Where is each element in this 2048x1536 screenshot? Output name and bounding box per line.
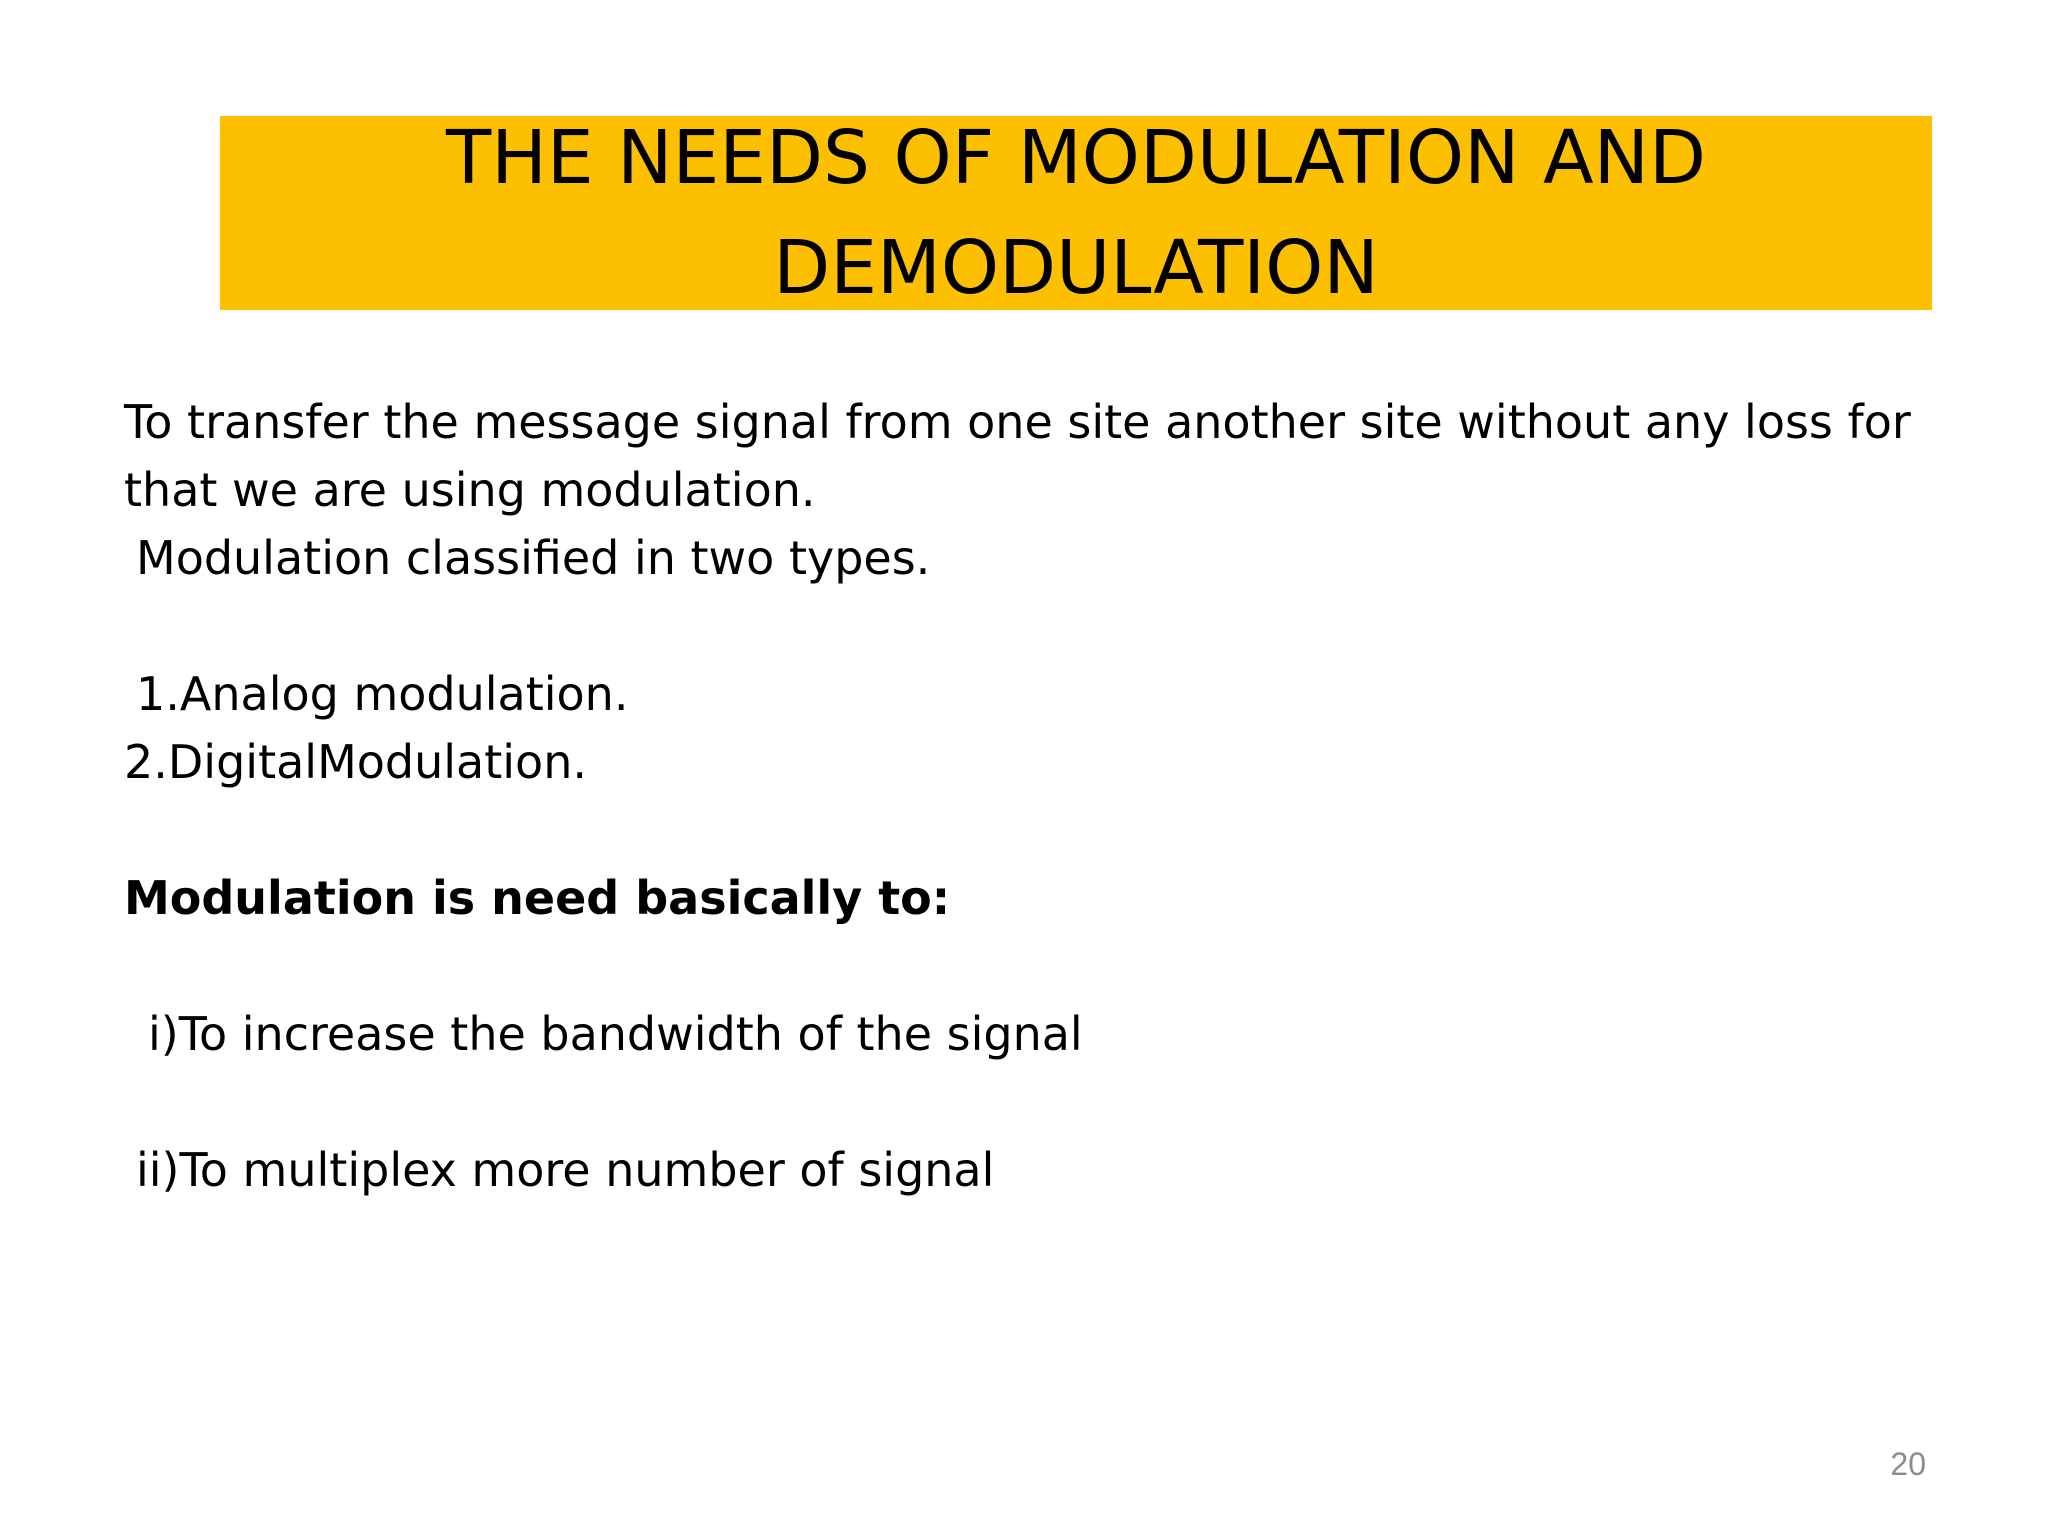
intro-line-1: To transfer the message signal from one site another site without any loss for: [124, 395, 1911, 449]
title-banner: [220, 116, 1932, 310]
slide-title-line-1: THE NEEDS OF MODULATION AND: [446, 115, 1706, 201]
slide-title: [260, 103, 1892, 323]
type-item-analog: 1.Analog modulation.: [136, 667, 629, 721]
spacer: [124, 932, 1964, 1000]
type-item-digital: 2.DigitalModulation.: [124, 735, 587, 789]
slide-title-line-2: DEMODULATION: [773, 225, 1379, 311]
need-heading: Modulation is need basically to:: [124, 871, 951, 925]
slide-body: [124, 388, 1964, 1204]
classification-line: Modulation classified in two types.: [136, 531, 931, 585]
page-number: 20: [1890, 1446, 1926, 1482]
spacer: [124, 796, 1964, 864]
need-item-bandwidth: i)To increase the bandwidth of the signal: [148, 1007, 1083, 1061]
intro-line-2: that we are using modulation.: [124, 463, 816, 517]
need-item-multiplex: ii)To multiplex more number of signal: [136, 1143, 995, 1197]
spacer: [124, 1068, 1964, 1136]
spacer: [124, 592, 1964, 660]
